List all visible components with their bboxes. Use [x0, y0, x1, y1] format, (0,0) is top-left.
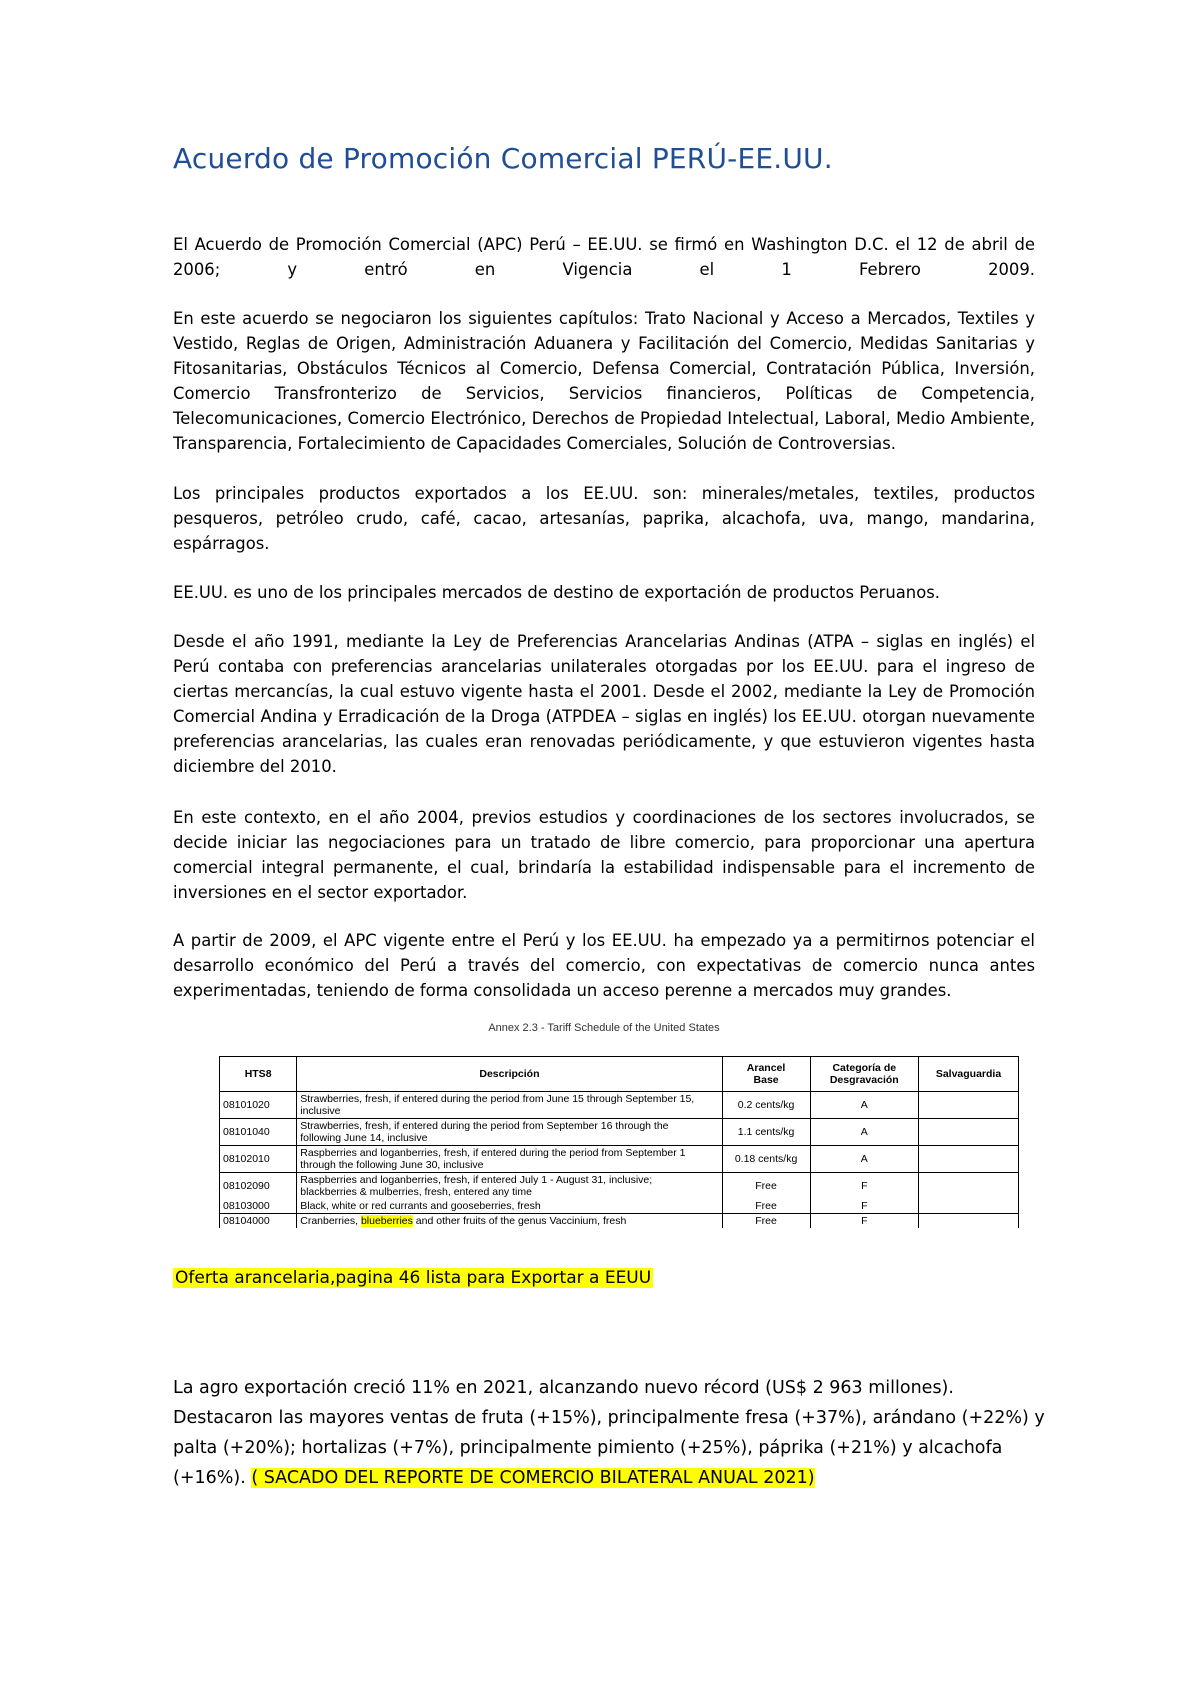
cell-desc-post: and other fruits of the genus Vaccinium, fresh	[412, 1215, 627, 1227]
cell-base: Free	[722, 1199, 810, 1214]
cell-desc-l2: blackberries & mulberries, fresh, entered any time	[300, 1186, 532, 1198]
cell-desc	[297, 1146, 722, 1173]
cell-desc-pre: Cranberries,	[300, 1215, 361, 1227]
table-row	[220, 1214, 1019, 1229]
paragraph-intro	[173, 232, 1035, 282]
cell-desc	[297, 1173, 722, 1200]
header-descripcion: Descripción	[297, 1057, 722, 1092]
paragraph-history: Desde el año 1991, mediante la Ley de Preferencias Arancelarias Andinas (ATPA – siglas en inglés) el Perú contaba con preferencias arancelarias unilaterales otorgadas por los EE.UU. para el ingreso de ciertas mercancías, la cual estuvo vigente hasta el 2001. Desde el 2002, mediante la Ley de Promoción Comercial Andina y Erradicación de la Droga (ATPDEA – siglas en inglés) los EE.UU. otorgan nuevamente preferencias arancelarias, las cuales eran renovadas periódicamente, y que estuvieron vigentes hasta diciembre del 2010.	[173, 632, 1035, 776]
tariff-table	[219, 1056, 1019, 1228]
cell-desc-l1: Raspberries and loganberries, fresh, if entered during the period from September 1	[300, 1147, 686, 1159]
cell-desc: Black, white or red currants and gooseberries, fresh	[297, 1199, 722, 1214]
paragraph-intro-line1: El Acuerdo de Promoción Comercial (APC) Perú – EE.UU. se firmó en Washington D.C. el 12 de abril de	[173, 235, 1035, 254]
header-categoria-l2: Desgravación	[829, 1074, 899, 1086]
paragraph-markets: EE.UU. es uno de los principales mercados de destino de exportación de productos Peruanos.	[173, 583, 940, 602]
table-row	[220, 1199, 1019, 1214]
cell-cat: F	[810, 1199, 919, 1214]
cell-desc	[297, 1092, 722, 1119]
paragraph-context: En este contexto, en el año 2004, previos estudios y coordinaciones de los sectores involucrados, se decide iniciar las negociaciones para un tratado de libre comercio, para proporcionar una apertura comercial integral permanente, el cual, brindaría la estabilidad indispensable para el incremento de inversiones en el sector exportador.	[173, 808, 1035, 902]
header-salvaguardia: Salvaguardia	[919, 1057, 1019, 1092]
cell-desc-l1: Strawberries, fresh, if entered during the period from September 16 through the	[300, 1120, 669, 1132]
document-title: Acuerdo de Promoción Comercial PERÚ-EE.UU.	[173, 142, 833, 175]
cell-hts: 08101020	[220, 1092, 297, 1119]
header-arancel-base-l1: Arancel	[746, 1062, 786, 1074]
cell-salv	[919, 1146, 1019, 1173]
highlighted-blueberries: blueberries	[360, 1215, 413, 1227]
paragraph-products: Los principales productos exportados a los EE.UU. son: minerales/metales, textiles, productos pesqueros, petróleo crudo, café, cacao, artesanías, paprika, alcachofa, uva, mango, mandarina, espárragos.	[173, 484, 1035, 553]
header-arancel-base-l2: Base	[753, 1074, 779, 1086]
cell-cat: A	[810, 1092, 919, 1119]
cell-salv	[919, 1092, 1019, 1119]
cell-base: Free	[722, 1214, 810, 1229]
table-row	[220, 1092, 1019, 1119]
cell-cat: F	[810, 1173, 919, 1200]
cell-cat: A	[810, 1119, 919, 1146]
cell-salv	[919, 1173, 1019, 1200]
cell-desc-l2: through the following June 30, inclusive	[300, 1159, 484, 1171]
tariff-header-row	[220, 1057, 1019, 1092]
cell-hts: 08104000	[220, 1214, 297, 1229]
cell-hts: 08101040	[220, 1119, 297, 1146]
header-categoria	[810, 1057, 919, 1092]
table-row	[220, 1173, 1019, 1200]
cell-salv	[919, 1214, 1019, 1229]
cell-hts: 08102010	[220, 1146, 297, 1173]
cell-salv	[919, 1199, 1019, 1214]
header-categoria-l1: Categoría de	[832, 1062, 897, 1074]
cell-hts: 08102090	[220, 1173, 297, 1200]
cell-desc-l2: inclusive	[300, 1105, 341, 1117]
paragraph-chapters: En este acuerdo se negociaron los siguientes capítulos: Trato Nacional y Acceso a Mercados, Textiles y Vestido, Reglas de Origen, Administración Aduanera y Facilitación del Comercio, Medidas Sanitarias y Fitosanitarias, Obstáculos Técnicos al Comercio, Defensa Comercial, Contratación Pública, Inversión, Comercio Transfronterizo de Servicios, Servicios financieros, Políticas de Competencia, Telecomunicaciones, Comercio Electrónico, Derechos de Propiedad Intelectual, Laboral, Medio Ambiente, Transparencia, Fortalecimiento de Capacidades Comerciales, Solución de Controversias.	[173, 309, 1035, 453]
header-hts: HTS8	[220, 1057, 297, 1092]
cell-desc-l1: Raspberries and loganberries, fresh, if entered July 1 - August 31, inclusive;	[300, 1174, 653, 1186]
paragraph-agro-export	[173, 1373, 1053, 1493]
offer-highlight: Oferta arancelaria,pagina 46 lista para Exportar a EEUU	[175, 1268, 652, 1288]
paragraph-apc: A partir de 2009, el APC vigente entre el Perú y los EE.UU. ha empezado ya a permitirnos potenciar el desarrollo económico del Perú a través del comercio, con expectativas de comercio nunca antes experimentadas, teniendo de forma consolidada un acceso perenne a mercados muy grandes.	[173, 931, 1035, 1000]
agro-source-highlight: ( SACADO DEL REPORTE DE COMERCIO BILATERAL ANUAL 2021)	[251, 1468, 815, 1488]
cell-desc-l1: Strawberries, fresh, if entered during the period from June 15 through September 15,	[300, 1093, 695, 1105]
cell-salv	[919, 1119, 1019, 1146]
cell-cat: A	[810, 1146, 919, 1173]
cell-hts: 08103000	[220, 1199, 297, 1214]
cell-desc	[297, 1214, 722, 1229]
annex-caption: Annex 2.3 - Tariff Schedule of the United States	[488, 1022, 720, 1034]
paragraph-intro-line2: 2006; y entró en Vigencia el 1 Febrero 2009.	[173, 260, 1035, 279]
cell-base: 1.1 cents/kg	[722, 1119, 810, 1146]
agro-text: La agro exportación creció 11% en 2021, alcanzando nuevo récord (US$ 2 963 millones). Destacaron las mayores ventas de fruta (+15%), principalmente fresa (+37%), arándano (+22%) y palta (+20%); hortalizas (+7%), principalmente pimiento (+25%), páprika (+21%) y alcachofa (+16%).	[173, 1378, 1045, 1488]
cell-desc	[297, 1119, 722, 1146]
cell-cat: F	[810, 1214, 919, 1229]
cell-base: 0.18 cents/kg	[722, 1146, 810, 1173]
table-row	[220, 1119, 1019, 1146]
table-row	[220, 1146, 1019, 1173]
cell-base: 0.2 cents/kg	[722, 1092, 810, 1119]
header-arancel-base	[722, 1057, 810, 1092]
cell-desc-l2: following June 14, inclusive	[300, 1132, 428, 1144]
cell-base: Free	[722, 1173, 810, 1200]
